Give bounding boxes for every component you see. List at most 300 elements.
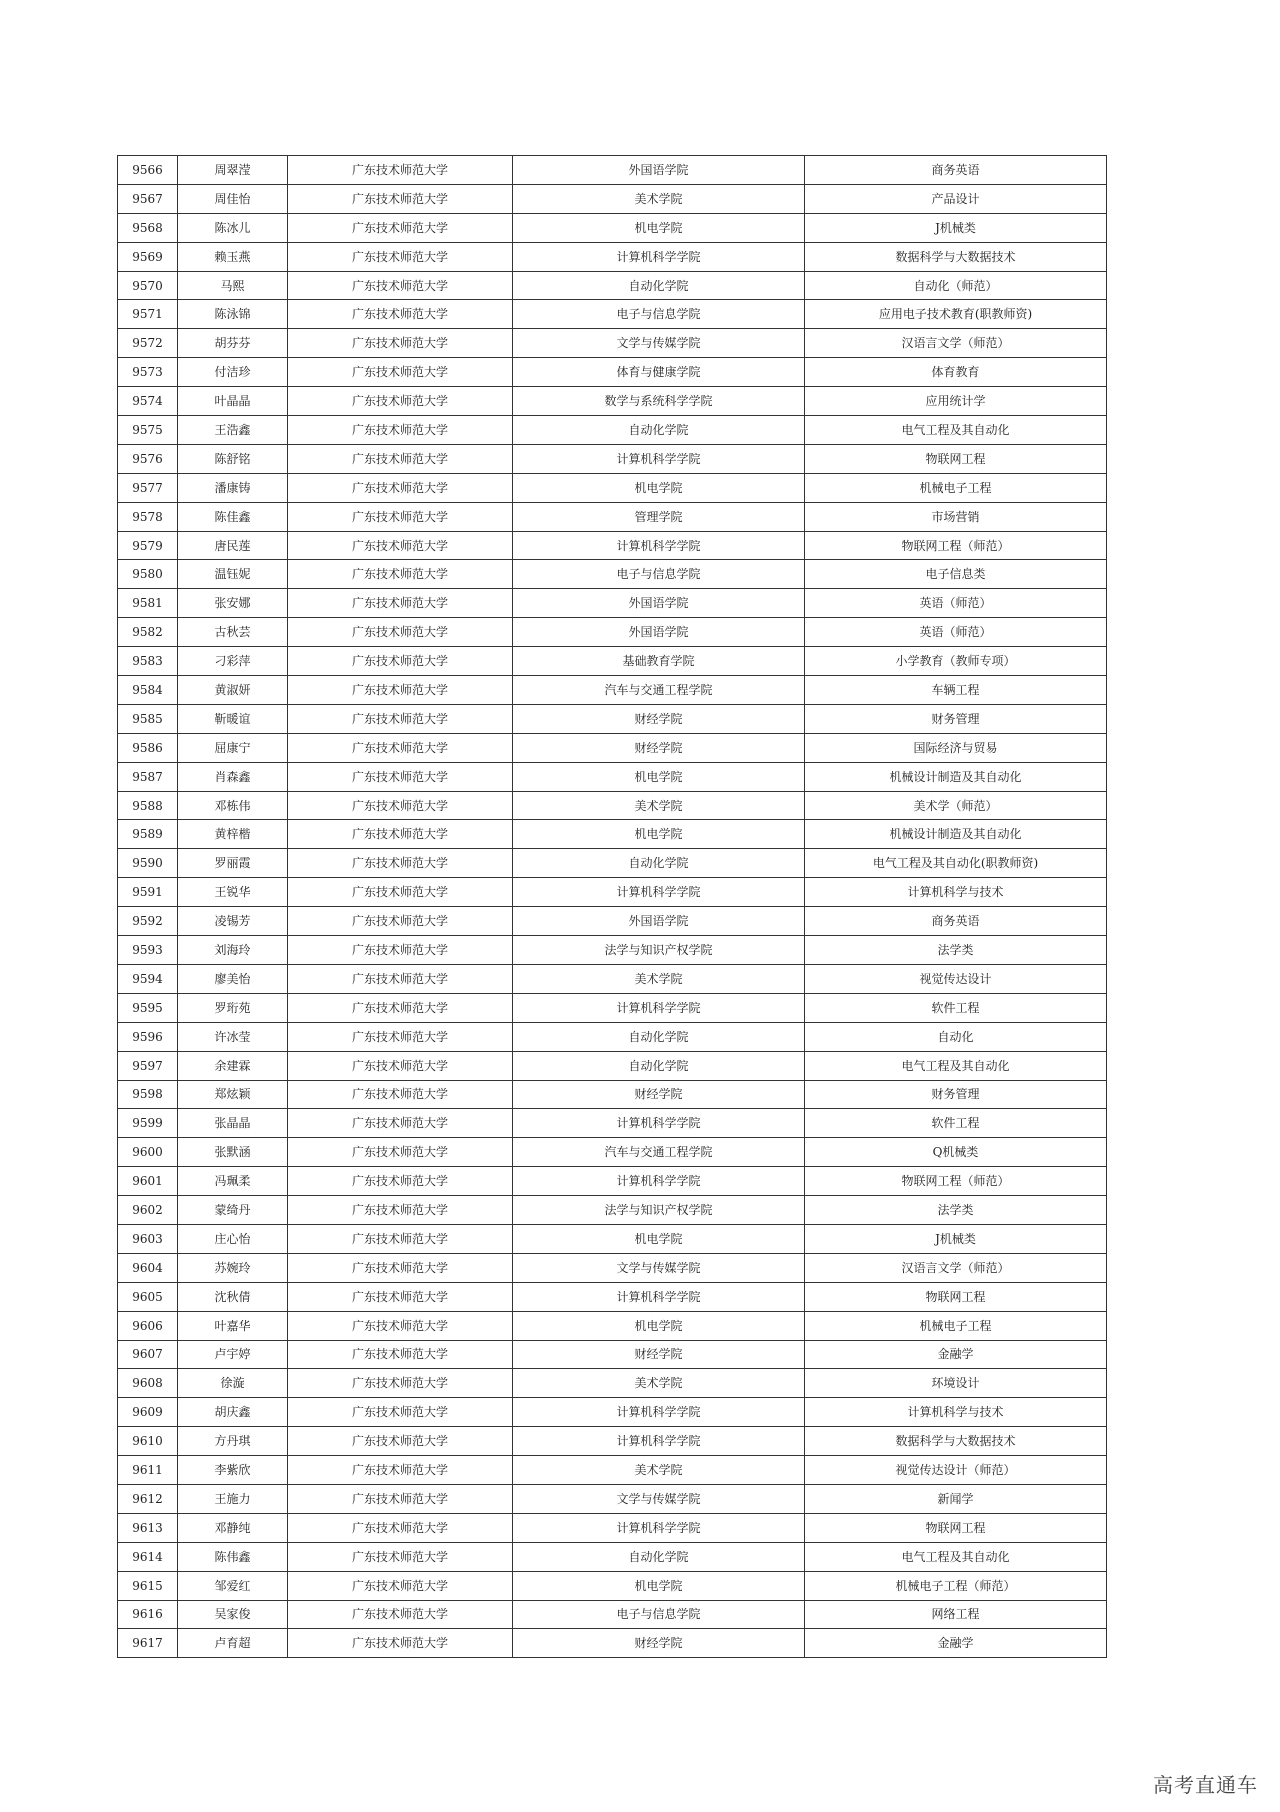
- table-row: [118, 1051, 1107, 1080]
- university-cell: 广东技术师范大学: [288, 964, 513, 993]
- university-cell: 广东技术师范大学: [288, 329, 513, 358]
- student-name-cell: 罗丽霞: [178, 849, 288, 878]
- student-name-cell: 黄淑妍: [178, 676, 288, 705]
- student-name-cell: 李紫欣: [178, 1456, 288, 1485]
- major-cell: 商务英语: [805, 907, 1107, 936]
- student-name-cell: 张默涵: [178, 1138, 288, 1167]
- major-cell: 应用统计学: [805, 387, 1107, 416]
- university-cell: 广东技术师范大学: [288, 589, 513, 618]
- table-row: [118, 560, 1107, 589]
- student-name-cell: 冯珮柔: [178, 1167, 288, 1196]
- student-name-cell: 张晶晶: [178, 1109, 288, 1138]
- major-cell: 网络工程: [805, 1600, 1107, 1629]
- university-cell: 广东技术师范大学: [288, 560, 513, 589]
- table-row: [118, 1369, 1107, 1398]
- major-cell: 物联网工程（师范）: [805, 531, 1107, 560]
- table-row: [118, 300, 1107, 329]
- major-cell: 数据科学与大数据技术: [805, 1427, 1107, 1456]
- college-cell: 外国语学院: [513, 618, 805, 647]
- table-row: [118, 964, 1107, 993]
- university-cell: 广东技术师范大学: [288, 762, 513, 791]
- serial-number-cell: 9583: [118, 647, 178, 676]
- college-cell: 计算机科学学院: [513, 242, 805, 271]
- serial-number-cell: 9601: [118, 1167, 178, 1196]
- student-name-cell: 刁彩萍: [178, 647, 288, 676]
- student-name-cell: 黄梓楷: [178, 820, 288, 849]
- table-row: [118, 1427, 1107, 1456]
- table-row: [118, 531, 1107, 560]
- college-cell: 文学与传媒学院: [513, 1484, 805, 1513]
- major-cell: J机械类: [805, 213, 1107, 242]
- university-cell: 广东技术师范大学: [288, 1167, 513, 1196]
- university-cell: 广东技术师范大学: [288, 184, 513, 213]
- college-cell: 财经学院: [513, 733, 805, 762]
- serial-number-cell: 9568: [118, 213, 178, 242]
- table-row: [118, 271, 1107, 300]
- serial-number-cell: 9570: [118, 271, 178, 300]
- major-cell: 机械设计制造及其自动化: [805, 820, 1107, 849]
- student-name-cell: 苏婉玲: [178, 1253, 288, 1282]
- university-cell: 广东技术师范大学: [288, 1340, 513, 1369]
- serial-number-cell: 9603: [118, 1224, 178, 1253]
- student-name-cell: 许冰莹: [178, 1022, 288, 1051]
- admission-roster-table: [117, 155, 1107, 1658]
- college-cell: 计算机科学学院: [513, 1427, 805, 1456]
- university-cell: 广东技术师范大学: [288, 618, 513, 647]
- serial-number-cell: 9580: [118, 560, 178, 589]
- college-cell: 汽车与交通工程学院: [513, 1138, 805, 1167]
- major-cell: 计算机科学与技术: [805, 878, 1107, 907]
- college-cell: 美术学院: [513, 1369, 805, 1398]
- university-cell: 广东技术师范大学: [288, 213, 513, 242]
- college-cell: 计算机科学学院: [513, 1167, 805, 1196]
- major-cell: 法学类: [805, 1196, 1107, 1225]
- major-cell: 环境设计: [805, 1369, 1107, 1398]
- student-name-cell: 廖美怡: [178, 964, 288, 993]
- university-cell: 广东技术师范大学: [288, 271, 513, 300]
- table-row: [118, 473, 1107, 502]
- major-cell: 市场营销: [805, 502, 1107, 531]
- student-name-cell: 邓静纯: [178, 1513, 288, 1542]
- university-cell: 广东技术师范大学: [288, 1022, 513, 1051]
- serial-number-cell: 9573: [118, 358, 178, 387]
- university-cell: 广东技术师范大学: [288, 936, 513, 965]
- student-name-cell: 邓栋伟: [178, 791, 288, 820]
- table-row: [118, 213, 1107, 242]
- table-row: [118, 849, 1107, 878]
- major-cell: 小学教育（教师专项）: [805, 647, 1107, 676]
- student-name-cell: 陈泳锦: [178, 300, 288, 329]
- major-cell: 电子信息类: [805, 560, 1107, 589]
- major-cell: 机械电子工程: [805, 1311, 1107, 1340]
- student-name-cell: 肖森鑫: [178, 762, 288, 791]
- university-cell: 广东技术师范大学: [288, 1253, 513, 1282]
- major-cell: 数据科学与大数据技术: [805, 242, 1107, 271]
- student-name-cell: 方丹琪: [178, 1427, 288, 1456]
- serial-number-cell: 9566: [118, 156, 178, 185]
- table-row: [118, 1282, 1107, 1311]
- college-cell: 基础教育学院: [513, 647, 805, 676]
- student-name-cell: 郑炫颖: [178, 1080, 288, 1109]
- college-cell: 计算机科学学院: [513, 531, 805, 560]
- serial-number-cell: 9592: [118, 907, 178, 936]
- major-cell: 产品设计: [805, 184, 1107, 213]
- student-name-cell: 马熙: [178, 271, 288, 300]
- college-cell: 机电学院: [513, 1224, 805, 1253]
- student-name-cell: 王施力: [178, 1484, 288, 1513]
- college-cell: 计算机科学学院: [513, 1109, 805, 1138]
- student-name-cell: 叶嘉华: [178, 1311, 288, 1340]
- table-row: [118, 1456, 1107, 1485]
- college-cell: 机电学院: [513, 820, 805, 849]
- serial-number-cell: 9610: [118, 1427, 178, 1456]
- major-cell: 视觉传达设计（师范）: [805, 1456, 1107, 1485]
- major-cell: 软件工程: [805, 1109, 1107, 1138]
- table-row: [118, 416, 1107, 445]
- serial-number-cell: 9613: [118, 1513, 178, 1542]
- serial-number-cell: 9591: [118, 878, 178, 907]
- serial-number-cell: 9587: [118, 762, 178, 791]
- roster-body: [118, 156, 1107, 1658]
- serial-number-cell: 9575: [118, 416, 178, 445]
- student-name-cell: 叶晶晶: [178, 387, 288, 416]
- college-cell: 外国语学院: [513, 589, 805, 618]
- serial-number-cell: 9595: [118, 993, 178, 1022]
- major-cell: 财务管理: [805, 704, 1107, 733]
- serial-number-cell: 9612: [118, 1484, 178, 1513]
- college-cell: 文学与传媒学院: [513, 329, 805, 358]
- serial-number-cell: 9586: [118, 733, 178, 762]
- table-row: [118, 704, 1107, 733]
- serial-number-cell: 9569: [118, 242, 178, 271]
- student-name-cell: 靳暖谊: [178, 704, 288, 733]
- serial-number-cell: 9615: [118, 1571, 178, 1600]
- major-cell: J机械类: [805, 1224, 1107, 1253]
- serial-number-cell: 9617: [118, 1629, 178, 1658]
- student-name-cell: 王锐华: [178, 878, 288, 907]
- student-name-cell: 余建霖: [178, 1051, 288, 1080]
- serial-number-cell: 9579: [118, 531, 178, 560]
- university-cell: 广东技术师范大学: [288, 791, 513, 820]
- table-row: [118, 1167, 1107, 1196]
- student-name-cell: 胡庆鑫: [178, 1398, 288, 1427]
- major-cell: 机械设计制造及其自动化: [805, 762, 1107, 791]
- student-name-cell: 周佳怡: [178, 184, 288, 213]
- table-row: [118, 1224, 1107, 1253]
- major-cell: 国际经济与贸易: [805, 733, 1107, 762]
- university-cell: 广东技术师范大学: [288, 820, 513, 849]
- major-cell: Q机械类: [805, 1138, 1107, 1167]
- college-cell: 管理学院: [513, 502, 805, 531]
- university-cell: 广东技术师范大学: [288, 1629, 513, 1658]
- student-name-cell: 潘康铸: [178, 473, 288, 502]
- student-name-cell: 王浩鑫: [178, 416, 288, 445]
- table-row: [118, 1398, 1107, 1427]
- university-cell: 广东技术师范大学: [288, 1542, 513, 1571]
- table-row: [118, 358, 1107, 387]
- university-cell: 广东技术师范大学: [288, 531, 513, 560]
- student-name-cell: 付洁珍: [178, 358, 288, 387]
- college-cell: 自动化学院: [513, 1542, 805, 1571]
- university-cell: 广东技术师范大学: [288, 676, 513, 705]
- college-cell: 计算机科学学院: [513, 878, 805, 907]
- serial-number-cell: 9614: [118, 1542, 178, 1571]
- major-cell: 机械电子工程（师范）: [805, 1571, 1107, 1600]
- student-name-cell: 卢宇婷: [178, 1340, 288, 1369]
- serial-number-cell: 9590: [118, 849, 178, 878]
- college-cell: 法学与知识产权学院: [513, 1196, 805, 1225]
- college-cell: 机电学院: [513, 213, 805, 242]
- university-cell: 广东技术师范大学: [288, 1369, 513, 1398]
- serial-number-cell: 9600: [118, 1138, 178, 1167]
- table-row: [118, 1571, 1107, 1600]
- college-cell: 财经学院: [513, 1629, 805, 1658]
- major-cell: 应用电子技术教育(职教师资): [805, 300, 1107, 329]
- table-row: [118, 1629, 1107, 1658]
- college-cell: 数学与系统科学学院: [513, 387, 805, 416]
- serial-number-cell: 9596: [118, 1022, 178, 1051]
- college-cell: 机电学院: [513, 762, 805, 791]
- university-cell: 广东技术师范大学: [288, 387, 513, 416]
- serial-number-cell: 9572: [118, 329, 178, 358]
- college-cell: 美术学院: [513, 1456, 805, 1485]
- table-row: [118, 1311, 1107, 1340]
- university-cell: 广东技术师范大学: [288, 358, 513, 387]
- table-row: [118, 1340, 1107, 1369]
- college-cell: 自动化学院: [513, 849, 805, 878]
- table-row: [118, 1513, 1107, 1542]
- university-cell: 广东技术师范大学: [288, 849, 513, 878]
- college-cell: 机电学院: [513, 473, 805, 502]
- college-cell: 法学与知识产权学院: [513, 936, 805, 965]
- serial-number-cell: 9616: [118, 1600, 178, 1629]
- college-cell: 自动化学院: [513, 271, 805, 300]
- watermark-text: 高考直通车: [1153, 1773, 1258, 1797]
- table-row: [118, 618, 1107, 647]
- university-cell: 广东技术师范大学: [288, 416, 513, 445]
- university-cell: 广东技术师范大学: [288, 1138, 513, 1167]
- college-cell: 自动化学院: [513, 1022, 805, 1051]
- table-row: [118, 184, 1107, 213]
- student-name-cell: 罗珩苑: [178, 993, 288, 1022]
- table-row: [118, 1196, 1107, 1225]
- student-name-cell: 陈佳鑫: [178, 502, 288, 531]
- college-cell: 电子与信息学院: [513, 300, 805, 329]
- university-cell: 广东技术师范大学: [288, 733, 513, 762]
- student-name-cell: 陈冰儿: [178, 213, 288, 242]
- student-name-cell: 屈康宁: [178, 733, 288, 762]
- table-row: [118, 878, 1107, 907]
- university-cell: 广东技术师范大学: [288, 1080, 513, 1109]
- university-cell: 广东技术师范大学: [288, 907, 513, 936]
- serial-number-cell: 9582: [118, 618, 178, 647]
- serial-number-cell: 9578: [118, 502, 178, 531]
- college-cell: 美术学院: [513, 964, 805, 993]
- serial-number-cell: 9597: [118, 1051, 178, 1080]
- university-cell: 广东技术师范大学: [288, 878, 513, 907]
- table-row: [118, 820, 1107, 849]
- major-cell: 自动化: [805, 1022, 1107, 1051]
- university-cell: 广东技术师范大学: [288, 502, 513, 531]
- serial-number-cell: 9598: [118, 1080, 178, 1109]
- table-row: [118, 676, 1107, 705]
- student-name-cell: 庄心怡: [178, 1224, 288, 1253]
- serial-number-cell: 9602: [118, 1196, 178, 1225]
- table-row: [118, 387, 1107, 416]
- table-row: [118, 1138, 1107, 1167]
- student-name-cell: 沈秋倩: [178, 1282, 288, 1311]
- college-cell: 财经学院: [513, 704, 805, 733]
- student-name-cell: 刘海玲: [178, 936, 288, 965]
- serial-number-cell: 9605: [118, 1282, 178, 1311]
- university-cell: 广东技术师范大学: [288, 156, 513, 185]
- college-cell: 计算机科学学院: [513, 993, 805, 1022]
- serial-number-cell: 9611: [118, 1456, 178, 1485]
- university-cell: 广东技术师范大学: [288, 1513, 513, 1542]
- college-cell: 机电学院: [513, 1571, 805, 1600]
- major-cell: 美术学（师范）: [805, 791, 1107, 820]
- major-cell: 电气工程及其自动化: [805, 1051, 1107, 1080]
- serial-number-cell: 9588: [118, 791, 178, 820]
- major-cell: 商务英语: [805, 156, 1107, 185]
- university-cell: 广东技术师范大学: [288, 704, 513, 733]
- major-cell: 英语（师范）: [805, 589, 1107, 618]
- student-name-cell: 陈伟鑫: [178, 1542, 288, 1571]
- college-cell: 外国语学院: [513, 907, 805, 936]
- university-cell: 广东技术师范大学: [288, 1196, 513, 1225]
- table-row: [118, 1022, 1107, 1051]
- college-cell: 机电学院: [513, 1311, 805, 1340]
- table-row: [118, 647, 1107, 676]
- college-cell: 外国语学院: [513, 156, 805, 185]
- table-row: [118, 1253, 1107, 1282]
- major-cell: 电气工程及其自动化: [805, 1542, 1107, 1571]
- serial-number-cell: 9604: [118, 1253, 178, 1282]
- university-cell: 广东技术师范大学: [288, 1427, 513, 1456]
- serial-number-cell: 9594: [118, 964, 178, 993]
- table-row: [118, 1542, 1107, 1571]
- major-cell: 电气工程及其自动化(职教师资): [805, 849, 1107, 878]
- major-cell: 新闻学: [805, 1484, 1107, 1513]
- serial-number-cell: 9577: [118, 473, 178, 502]
- major-cell: 汉语言文学（师范）: [805, 329, 1107, 358]
- table-row: [118, 242, 1107, 271]
- serial-number-cell: 9576: [118, 444, 178, 473]
- major-cell: 体育教育: [805, 358, 1107, 387]
- university-cell: 广东技术师范大学: [288, 1051, 513, 1080]
- college-cell: 计算机科学学院: [513, 1282, 805, 1311]
- university-cell: 广东技术师范大学: [288, 473, 513, 502]
- college-cell: 计算机科学学院: [513, 1398, 805, 1427]
- serial-number-cell: 9584: [118, 676, 178, 705]
- serial-number-cell: 9606: [118, 1311, 178, 1340]
- major-cell: 英语（师范）: [805, 618, 1107, 647]
- table-row: [118, 1109, 1107, 1138]
- college-cell: 计算机科学学院: [513, 444, 805, 473]
- university-cell: 广东技术师范大学: [288, 242, 513, 271]
- college-cell: 自动化学院: [513, 416, 805, 445]
- table-row: [118, 733, 1107, 762]
- student-name-cell: 古秋芸: [178, 618, 288, 647]
- student-name-cell: 邹爱红: [178, 1571, 288, 1600]
- university-cell: 广东技术师范大学: [288, 1224, 513, 1253]
- university-cell: 广东技术师范大学: [288, 1311, 513, 1340]
- serial-number-cell: 9593: [118, 936, 178, 965]
- university-cell: 广东技术师范大学: [288, 1398, 513, 1427]
- university-cell: 广东技术师范大学: [288, 1109, 513, 1138]
- major-cell: 物联网工程: [805, 1513, 1107, 1542]
- college-cell: 美术学院: [513, 791, 805, 820]
- student-name-cell: 徐漩: [178, 1369, 288, 1398]
- university-cell: 广东技术师范大学: [288, 1600, 513, 1629]
- student-name-cell: 胡芬芬: [178, 329, 288, 358]
- university-cell: 广东技术师范大学: [288, 647, 513, 676]
- university-cell: 广东技术师范大学: [288, 1456, 513, 1485]
- serial-number-cell: 9599: [118, 1109, 178, 1138]
- student-name-cell: 张安娜: [178, 589, 288, 618]
- major-cell: 金融学: [805, 1340, 1107, 1369]
- major-cell: 车辆工程: [805, 676, 1107, 705]
- student-name-cell: 蒙绮丹: [178, 1196, 288, 1225]
- table-row: [118, 791, 1107, 820]
- table-row: [118, 1484, 1107, 1513]
- serial-number-cell: 9607: [118, 1340, 178, 1369]
- college-cell: 汽车与交通工程学院: [513, 676, 805, 705]
- college-cell: 体育与健康学院: [513, 358, 805, 387]
- major-cell: 金融学: [805, 1629, 1107, 1658]
- serial-number-cell: 9608: [118, 1369, 178, 1398]
- student-name-cell: 周翠滢: [178, 156, 288, 185]
- major-cell: 自动化（师范）: [805, 271, 1107, 300]
- major-cell: 机械电子工程: [805, 473, 1107, 502]
- student-name-cell: 吴家俊: [178, 1600, 288, 1629]
- major-cell: 财务管理: [805, 1080, 1107, 1109]
- student-name-cell: 凌锡芳: [178, 907, 288, 936]
- university-cell: 广东技术师范大学: [288, 993, 513, 1022]
- university-cell: 广东技术师范大学: [288, 1571, 513, 1600]
- table-row: [118, 1600, 1107, 1629]
- college-cell: 电子与信息学院: [513, 1600, 805, 1629]
- table-row: [118, 589, 1107, 618]
- college-cell: 财经学院: [513, 1340, 805, 1369]
- serial-number-cell: 9581: [118, 589, 178, 618]
- university-cell: 广东技术师范大学: [288, 1484, 513, 1513]
- serial-number-cell: 9567: [118, 184, 178, 213]
- major-cell: 视觉传达设计: [805, 964, 1107, 993]
- major-cell: 物联网工程: [805, 1282, 1107, 1311]
- table-row: [118, 329, 1107, 358]
- table-row: [118, 156, 1107, 185]
- table-row: [118, 1080, 1107, 1109]
- university-cell: 广东技术师范大学: [288, 1282, 513, 1311]
- table-row: [118, 936, 1107, 965]
- serial-number-cell: 9574: [118, 387, 178, 416]
- major-cell: 物联网工程: [805, 444, 1107, 473]
- major-cell: 电气工程及其自动化: [805, 416, 1107, 445]
- major-cell: 法学类: [805, 936, 1107, 965]
- table-row: [118, 502, 1107, 531]
- table-row: [118, 444, 1107, 473]
- college-cell: 文学与传媒学院: [513, 1253, 805, 1282]
- student-name-cell: 唐民莲: [178, 531, 288, 560]
- serial-number-cell: 9571: [118, 300, 178, 329]
- college-cell: 财经学院: [513, 1080, 805, 1109]
- major-cell: 软件工程: [805, 993, 1107, 1022]
- student-name-cell: 温钰妮: [178, 560, 288, 589]
- student-name-cell: 陈舒铭: [178, 444, 288, 473]
- major-cell: 物联网工程（师范）: [805, 1167, 1107, 1196]
- college-cell: 电子与信息学院: [513, 560, 805, 589]
